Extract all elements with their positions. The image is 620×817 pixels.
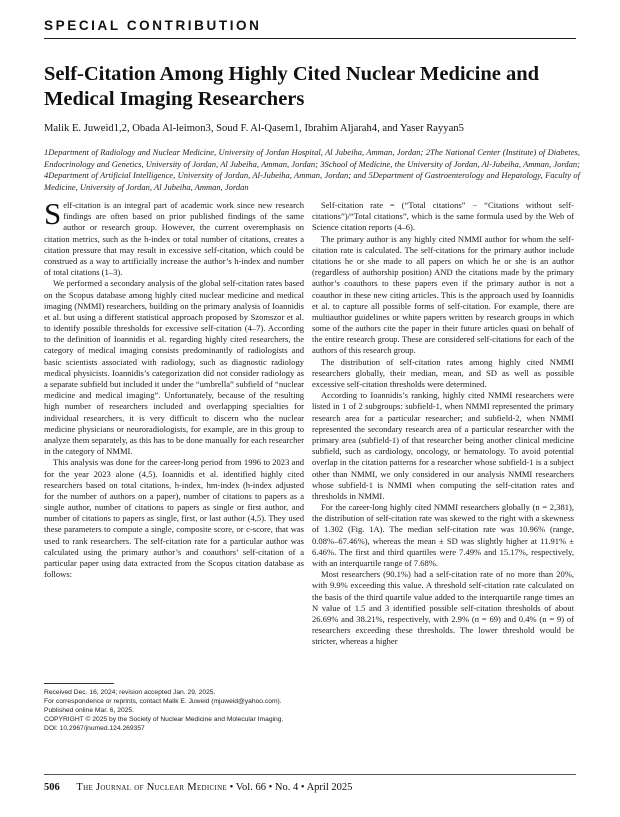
correspondence: For correspondence or reprints, contact Malik E. Juweid (mjuweid@yahoo.com). [44,698,282,706]
left-column [44,196,304,580]
paragraph-intro [44,196,304,278]
page-footer [44,782,352,793]
paragraph: Most researchers (90.1%) had a self-citation rate of no more than 20%, with 9.9% exceeding this value. A threshold self-citation rate calculated on the basis of the third quartile value added to the interquartile range times an N value of 1.5 and 3 identified possible self-citation thresholds of about 26.69% and 38.21%, respectively, with 2.9% (n = 69) and 0.4% (n = 9) of researchers exceeding these thresholds. The lower threshold would be stricter, whereas a higher [312,569,574,647]
paragraph-intro-text: elf-citation is an integral part of academic work since new research findings are often based on prior published findings of the same author or research group. However, the current overemphasis on citation metrics, such as the h-index or total number of citations, creates a citation pressure that may result in excessive self-citation, which could be construed as a way to artificially increase the author’s h-index and number of total citations (1–3). [44,200,304,278]
paragraph: For the career-long highly cited NMMI researchers globally (n = 2,381), the distribution of self-citation rate was skewed to the right with a skewness of 1.302 (Fig. 1A). The median self-citation rate was 10.96% (range, 0.08%–67.46%), whereas the mean ± SD was slightly higher at 11.91% ± 6.46%. The first and third quartiles were 7.49% and 15.17%, respectively, with an interquartile range of 7.68%. [312,502,574,568]
issue-date: April 2025 [306,782,353,793]
separator: • [229,782,234,793]
published-online: Published online Mar. 6, 2025. [44,707,134,715]
paragraph: We performed a secondary analysis of the global self-citation rates based on the Scopus database among highly cited nuclear medicine and medical imaging (NMMI) researchers, building on the primary analysis of Ioannidis et al. but using a different statistical approach proposed by Szomszor et al. to identify possible thresholds for excessive self-citation (4–7). According to the definition of Ioannidis et al. regarding highly cited researchers, the category of medical imaging consists predominantly of radiologists and basic scientists associated with radiology, such as diagnostic radiology medical physicists. Ioannidis’s categorization did not consider radiology as a separate subfield but included it under the “umbrella” subfield of “nuclear medicine and medical imaging”. Unfortunately, because of the resulting high number of researchers included and overlapping specialties for individual researchers, it is very difficult to discern who the nuclear medicine physicians or neuroradiologists, for example, are in this group to analyze them separately, as this has to be done manually for each researcher in the category of NMMI. [44,278,304,457]
page-number: 506 [44,782,60,793]
footnote [44,688,308,733]
doi: DOI: 10.2967/jnumed.124.269357 [44,725,145,733]
issue: No. 4 [274,782,299,793]
footnote-rule [44,683,114,684]
received-dates: Received Dec. 16, 2024; revision accepted Jan. 29, 2025. [44,689,216,696]
paragraph: This analysis was done for the career-long period from 1996 to 2023 and for the year 2023 alone (4,5). Ioannidis et al. identified highly cited researchers based on total citations, h-index, hm-index (h-index adjusted for the number of authors on a paper), number of citations to papers as a single author, number of citations to papers as single or first author, and number of citations to papers as single, first, or last author (4,5). They used these parameters to compute a single, composite score, or c-score, that was used to rank researchers. The self-citation rate for a particular author was calculated using the primary author’s and coauthors’ self-citation of a particular paper using data extracted from the Scopus citation database as follows: [44,457,304,580]
paragraph: According to Ioannidis’s ranking, highly cited NMMI researchers were listed in 1 of 2 subgroups: subfield-1, when NMMI represented the primary research area for a particular researcher; and subfield-2, when NMMI represented the secondary research area of a particular researcher with the primary area (subfield-1) of that researcher being another clinical medicine subfield, such as cardiology, oncology, or hematology. To avoid potential overlap in the citation patterns for a researcher whose subfield-1 is a subject other than NMMI, we only considered in our analysis NMMI researchers whose subfield-1 is NMMI when computing the self-citation rates and thresholds in NMMI. [312,390,574,501]
footer-rule [44,774,576,775]
drop-cap: S [44,196,62,231]
affiliations: 1Department of Radiology and Nuclear Medicine, University of Jordan Hospital, Al Jubeiha, Amman, Jordan; 2The National Center (Institute) of Diabetes, Endocrinology and Genetics, University of Jordan, Al Jubeiha, Amman, Jordan; 3School of Medicine, the University of Jordan, Al-Jubeiha, Amman, Jordan; 4Department of Artificial Intelligence, University of Jordan, Al-Jubeiha, Amman, Jordan; and 5Department of Gastroenterology and Hepatology, Faculty of Medicine, University of Jordan, Al Jubeiha, Amman, Jordan [44,147,580,192]
section-label: SPECIAL CONTRIBUTION [44,18,262,33]
article-title: Self-Citation Among Highly Cited Nuclear Medicine and Medical Imaging Researchers [44,63,540,110]
separator: • [300,782,305,793]
separator: • [268,782,273,793]
paragraph-formula: Self-citation rate = (“Total citations” − “Citations without self-citations”)/“Total citations”, which is the same formula used by the Web of Science citation reports (4–6). [312,200,574,233]
journal-name: The Journal of Nuclear Medicine [76,782,228,793]
right-column [312,200,574,648]
header-rule [44,38,576,39]
author-list: Malik E. Juweid1,2, Obada Al-leimon3, Soud F. Al-Qasem1, Ibrahim Aljarah4, and Yaser Rayyan5 [44,123,464,134]
copyright: COPYRIGHT © 2025 by the Society of Nuclear Medicine and Molecular Imaging. [44,716,284,724]
paragraph: The distribution of self-citation rates among highly cited NMMI researchers globally, their median, mean, and SD as well as possible excessive self-citation thresholds were determined. [312,356,574,389]
paragraph: The primary author is any highly cited NMMI author for whom the self-citation rate is calculated. The self-citations for the primary author include citations he or she made to all papers on which he or she is an author (regardless of authorship position) AND the citations made by the primary author’s coauthors to these papers even if the primary author is not a coauthor in these new citing articles. This is the approach used by Ioannidis et al. to capture all possible forms of self-citation. For example, there are multiauthor guidelines or white papers written by research groups in which some of the authors cite the paper in their future articles quasi on behalf of the entire research group. These are considered self-citations for each of the authors of this research group. [312,233,574,356]
volume: Vol. 66 [235,782,266,793]
